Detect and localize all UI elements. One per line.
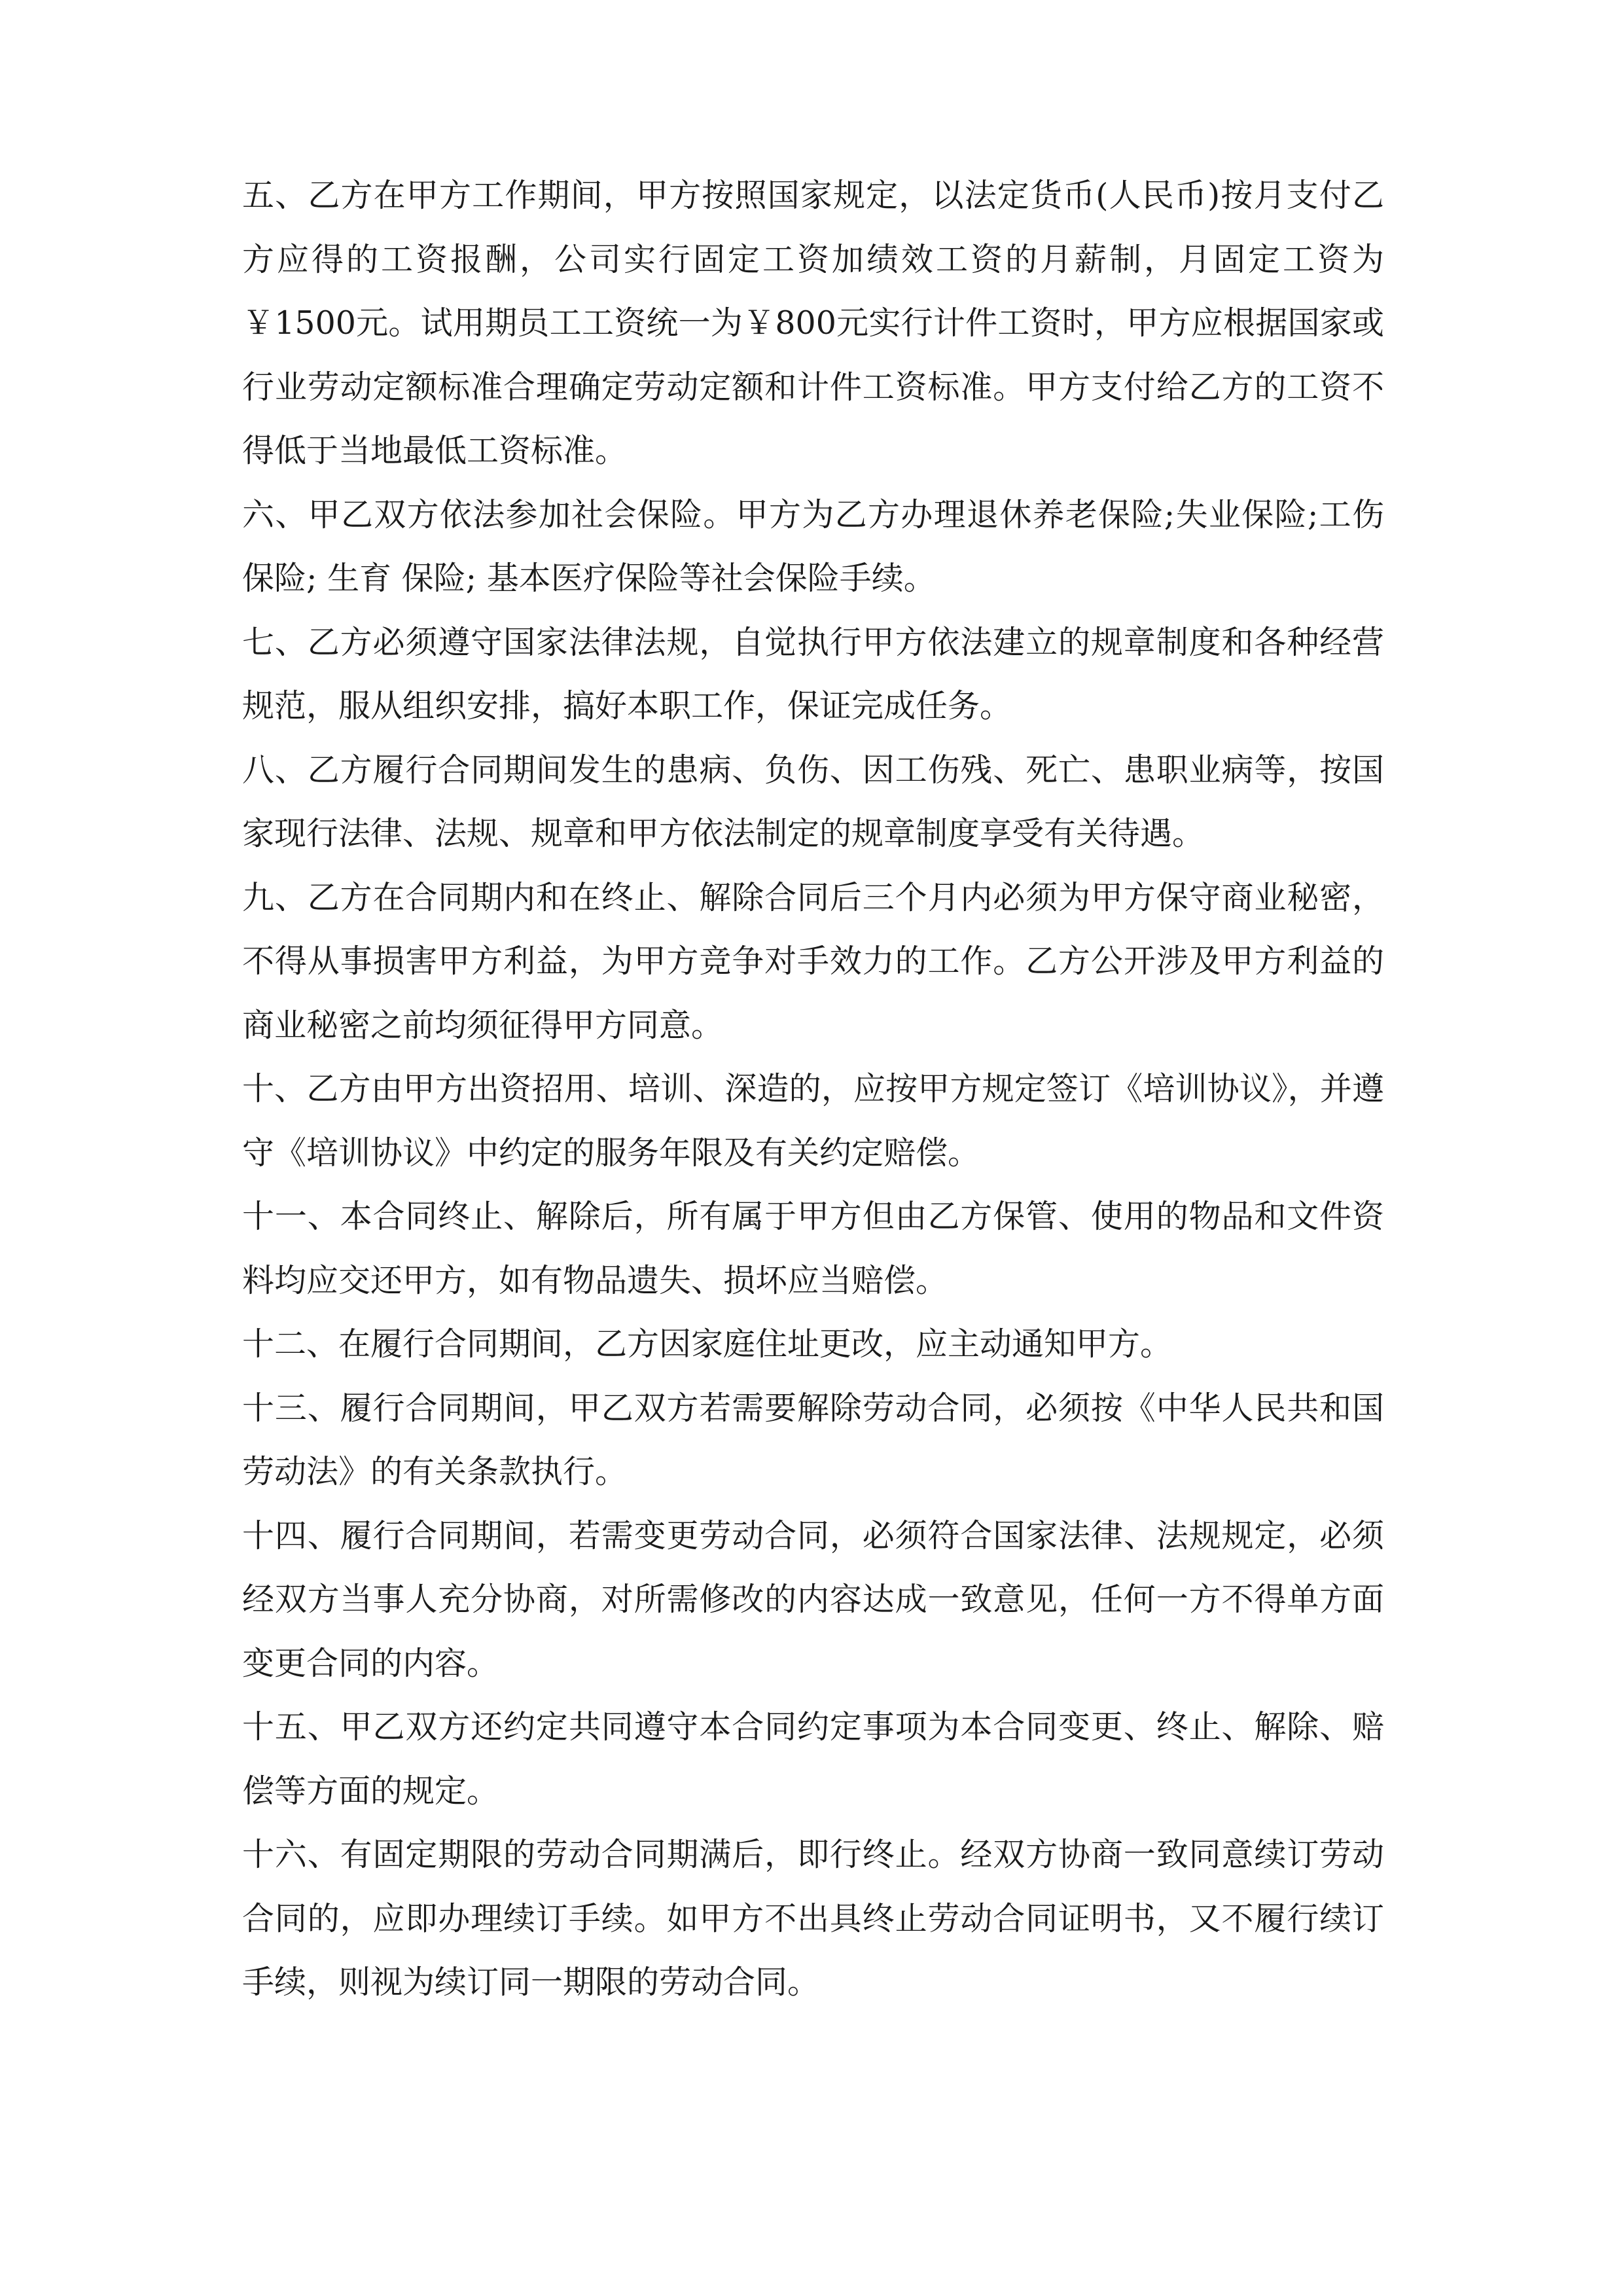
clause-14: 十四、履行合同期间，若需变更劳动合同，必须符合国家法律、法规规定，必须经双方当事人充分协商，对所需修改的内容达成一致意见，任何一方不得单方面变更合同的内容。: [242, 1516, 1384, 1682]
clause-15: 十五、甲乙双方还约定共同遵守本合同约定事项为本合同变更、终止、解除、赔偿等方面的规定。: [242, 1708, 1384, 1810]
contract-body: [242, 164, 1384, 2015]
clause-16: 十六、有固定期限的劳动合同期满后，即行终止。经双方协商一致同意续订劳动合同的，应即办理续订手续。如甲方不出具终止劳动合同证明书，又不履行续订手续，则视为续订同一期限的劳动合同。: [242, 1836, 1384, 2001]
clause-13: 十三、履行合同期间，甲乙双方若需要解除劳动合同，必须按《中华人民共和国劳动法》的有关条款执行。: [242, 1389, 1384, 1490]
clause-10: 十、乙方由甲方出资招用、培训、深造的，应按甲方规定签订《培训协议》，并遵守《培训协议》中约定的服务年限及有关约定赔偿。: [242, 1070, 1384, 1172]
clause-6: 六、甲乙双方依法参加社会保险。甲方为乙方办理退休养老保险;失业保险;工伤保险; 生育 保险; 基本医疗保险等社会保险手续。: [242, 495, 1384, 597]
clause-9: 九、乙方在合同期内和在终止、解除合同后三个月内必须为甲方保守商业秘密，不得从事损害甲方利益，为甲方竞争对手效力的工作。乙方公开涉及甲方利益的商业秘密之前均须征得甲方同意。: [242, 878, 1384, 1044]
clause-8: 八、乙方履行合同期间发生的患病、负伤、因工伤残、死亡、患职业病等，按国家现行法律、法规、规章和甲方依法制定的规章制度享受有关待遇。: [242, 751, 1384, 852]
clause-7: 七、乙方必须遵守国家法律法规，自觉执行甲方依法建立的规章制度和各种经营规范，服从组织安排，搞好本职工作，保证完成任务。: [242, 623, 1384, 725]
clause-11: 十一、本合同终止、解除后，所有属于甲方但由乙方保管、使用的物品和文件资料均应交还甲方，如有物品遗失、损坏应当赔偿。: [242, 1198, 1384, 1299]
clause-5: 五、乙方在甲方工作期间，甲方按照国家规定，以法定货币(人民币)按月支付乙方应得的工资报酬，公司实行固定工资加绩效工资的月薪制，月固定工资为 ￥1500元。试用期员工工资统一为￥800元实行计件工资时，甲方应根据国家或行业劳动定额标准合理确定劳动定额和计件工资标准。甲方支付给乙方的工资不得低于当地最低工资标准。: [242, 177, 1384, 469]
clause-12: 十二、在履行合同期间，乙方因家庭住址更改，应主动通知甲方。: [242, 1325, 1173, 1363]
